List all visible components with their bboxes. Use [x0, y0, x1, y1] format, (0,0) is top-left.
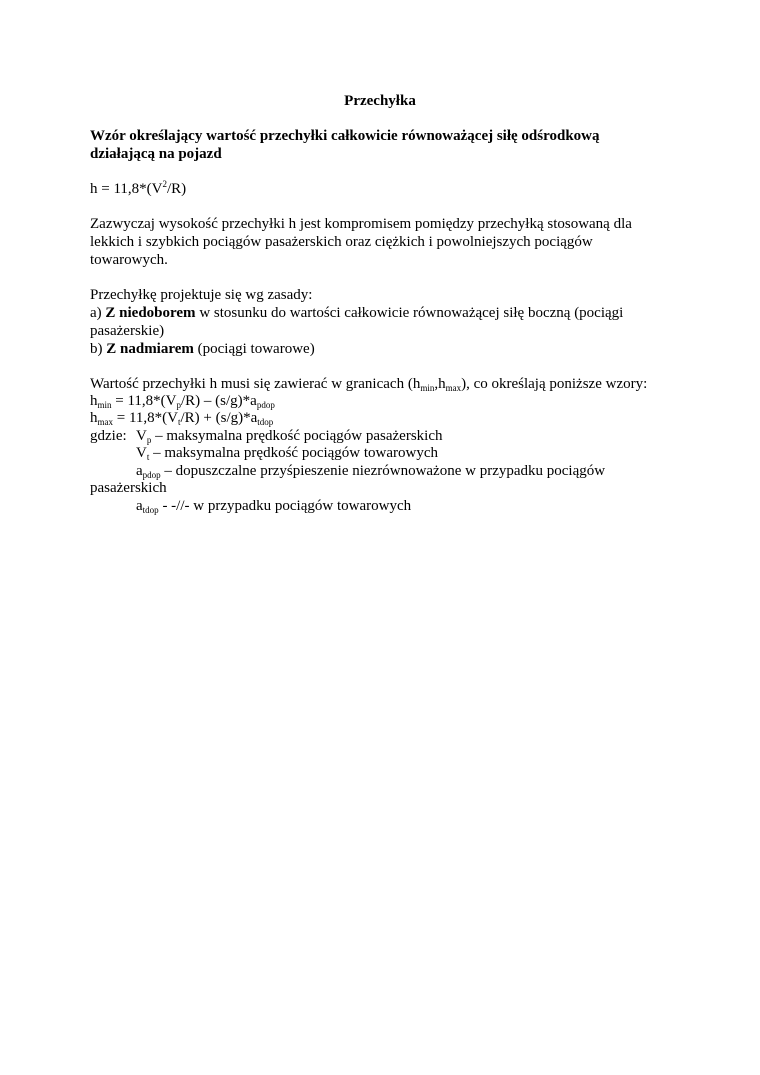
list-item-a-continuation: pasażerskie) [90, 323, 165, 339]
para1-line-3: towarowych. [90, 252, 168, 268]
hmax-part-b: = 11,8*(V [113, 410, 178, 426]
heading-line-2: działającą na pojazd [90, 146, 222, 162]
vp-sub: p [146, 435, 152, 445]
hmax-part-c: /R) + (s/g)*a [180, 410, 258, 426]
list-item-b-bold: Z nadmiarem [106, 341, 194, 357]
para3-intro-c: ), co określają poniższe wzory: [461, 376, 648, 392]
atdop-symbol: a [136, 498, 143, 514]
para3-intro [90, 375, 647, 393]
para3-intro-b: ,h [434, 376, 446, 392]
apdop-text: – dopuszczalne przyśpieszenie niezrównoważone w przypadku pociągów [160, 463, 606, 479]
document-title: Przechyłka [344, 93, 416, 109]
list-item-a-marker: a) [90, 305, 106, 321]
para1-line-2: lekkich i szybkich pociągów pasażerskich oraz ciężkich i powolniejszych pociągów [90, 234, 593, 250]
definition-atdop [136, 497, 411, 515]
atdop-text: - -//- w przypadku pociągów towarowych [158, 498, 412, 514]
hmin-sub-pdop: pdop [256, 400, 275, 410]
apdop-symbol: a [136, 463, 143, 479]
apdop-sub: pdop [142, 470, 161, 480]
list-item-b-text: (pociągi towarowe) [193, 341, 315, 357]
hmax-sub-t: t [177, 417, 181, 427]
list-item-a [90, 304, 623, 322]
formula-hmin [90, 392, 275, 410]
vp-symbol: V [136, 428, 147, 444]
para3-intro-a: Wartość przechyłki h musi się zawierać w granicach (h [90, 376, 421, 392]
hmax-symbol: h [90, 410, 98, 426]
main-formula [90, 180, 186, 198]
vt-text: – maksymalna prędkość pociągów towarowych [149, 445, 439, 461]
hmin-part-c: /R) – (s/g)*a [181, 393, 257, 409]
definition-vp [136, 427, 443, 445]
hmin-symbol: h [90, 393, 98, 409]
hmax-sub-tdop: tdop [257, 417, 274, 427]
hmax-sub: max [97, 417, 113, 427]
para3-intro-sub-min: min [420, 383, 435, 393]
para2-intro: Przechyłkę projektuje się wg zasady: [90, 287, 313, 303]
list-item-b-marker: b) [90, 341, 107, 357]
definition-vt [136, 444, 438, 462]
list-item-a-text: w stosunku do wartości całkowicie równoważącej siłę boczną (pociągi [195, 305, 624, 321]
gdzie-label: gdzie: [90, 428, 127, 444]
hmin-part-b: = 11,8*(V [111, 393, 177, 409]
para3-intro-sub-max: max [445, 383, 462, 393]
vp-text: – maksymalna prędkość pociągów pasażerskich [151, 428, 443, 444]
vt-symbol: V [136, 445, 147, 461]
formula-suffix: /R) [166, 181, 187, 197]
heading-line-1: Wzór określający wartość przechyłki całkowicie równoważącej siłę odśrodkową [90, 128, 600, 144]
definition-apdop-continuation: pasażerskich [90, 480, 167, 496]
formula-exponent: 2 [162, 179, 167, 189]
formula-hmax [90, 409, 273, 427]
atdop-sub: tdop [142, 505, 159, 515]
definition-apdop [136, 462, 605, 480]
vt-sub: t [146, 452, 150, 462]
para1-line-1: Zazwyczaj wysokość przechyłki h jest kompromisem pomiędzy przechyłką stosowaną dla [90, 216, 632, 232]
list-item-b [90, 340, 315, 358]
list-item-a-bold: Z niedoborem [105, 305, 196, 321]
hmin-sub-p: p [176, 400, 181, 410]
formula-prefix: h = 11,8*(V [90, 181, 163, 197]
hmin-sub: min [97, 400, 112, 410]
